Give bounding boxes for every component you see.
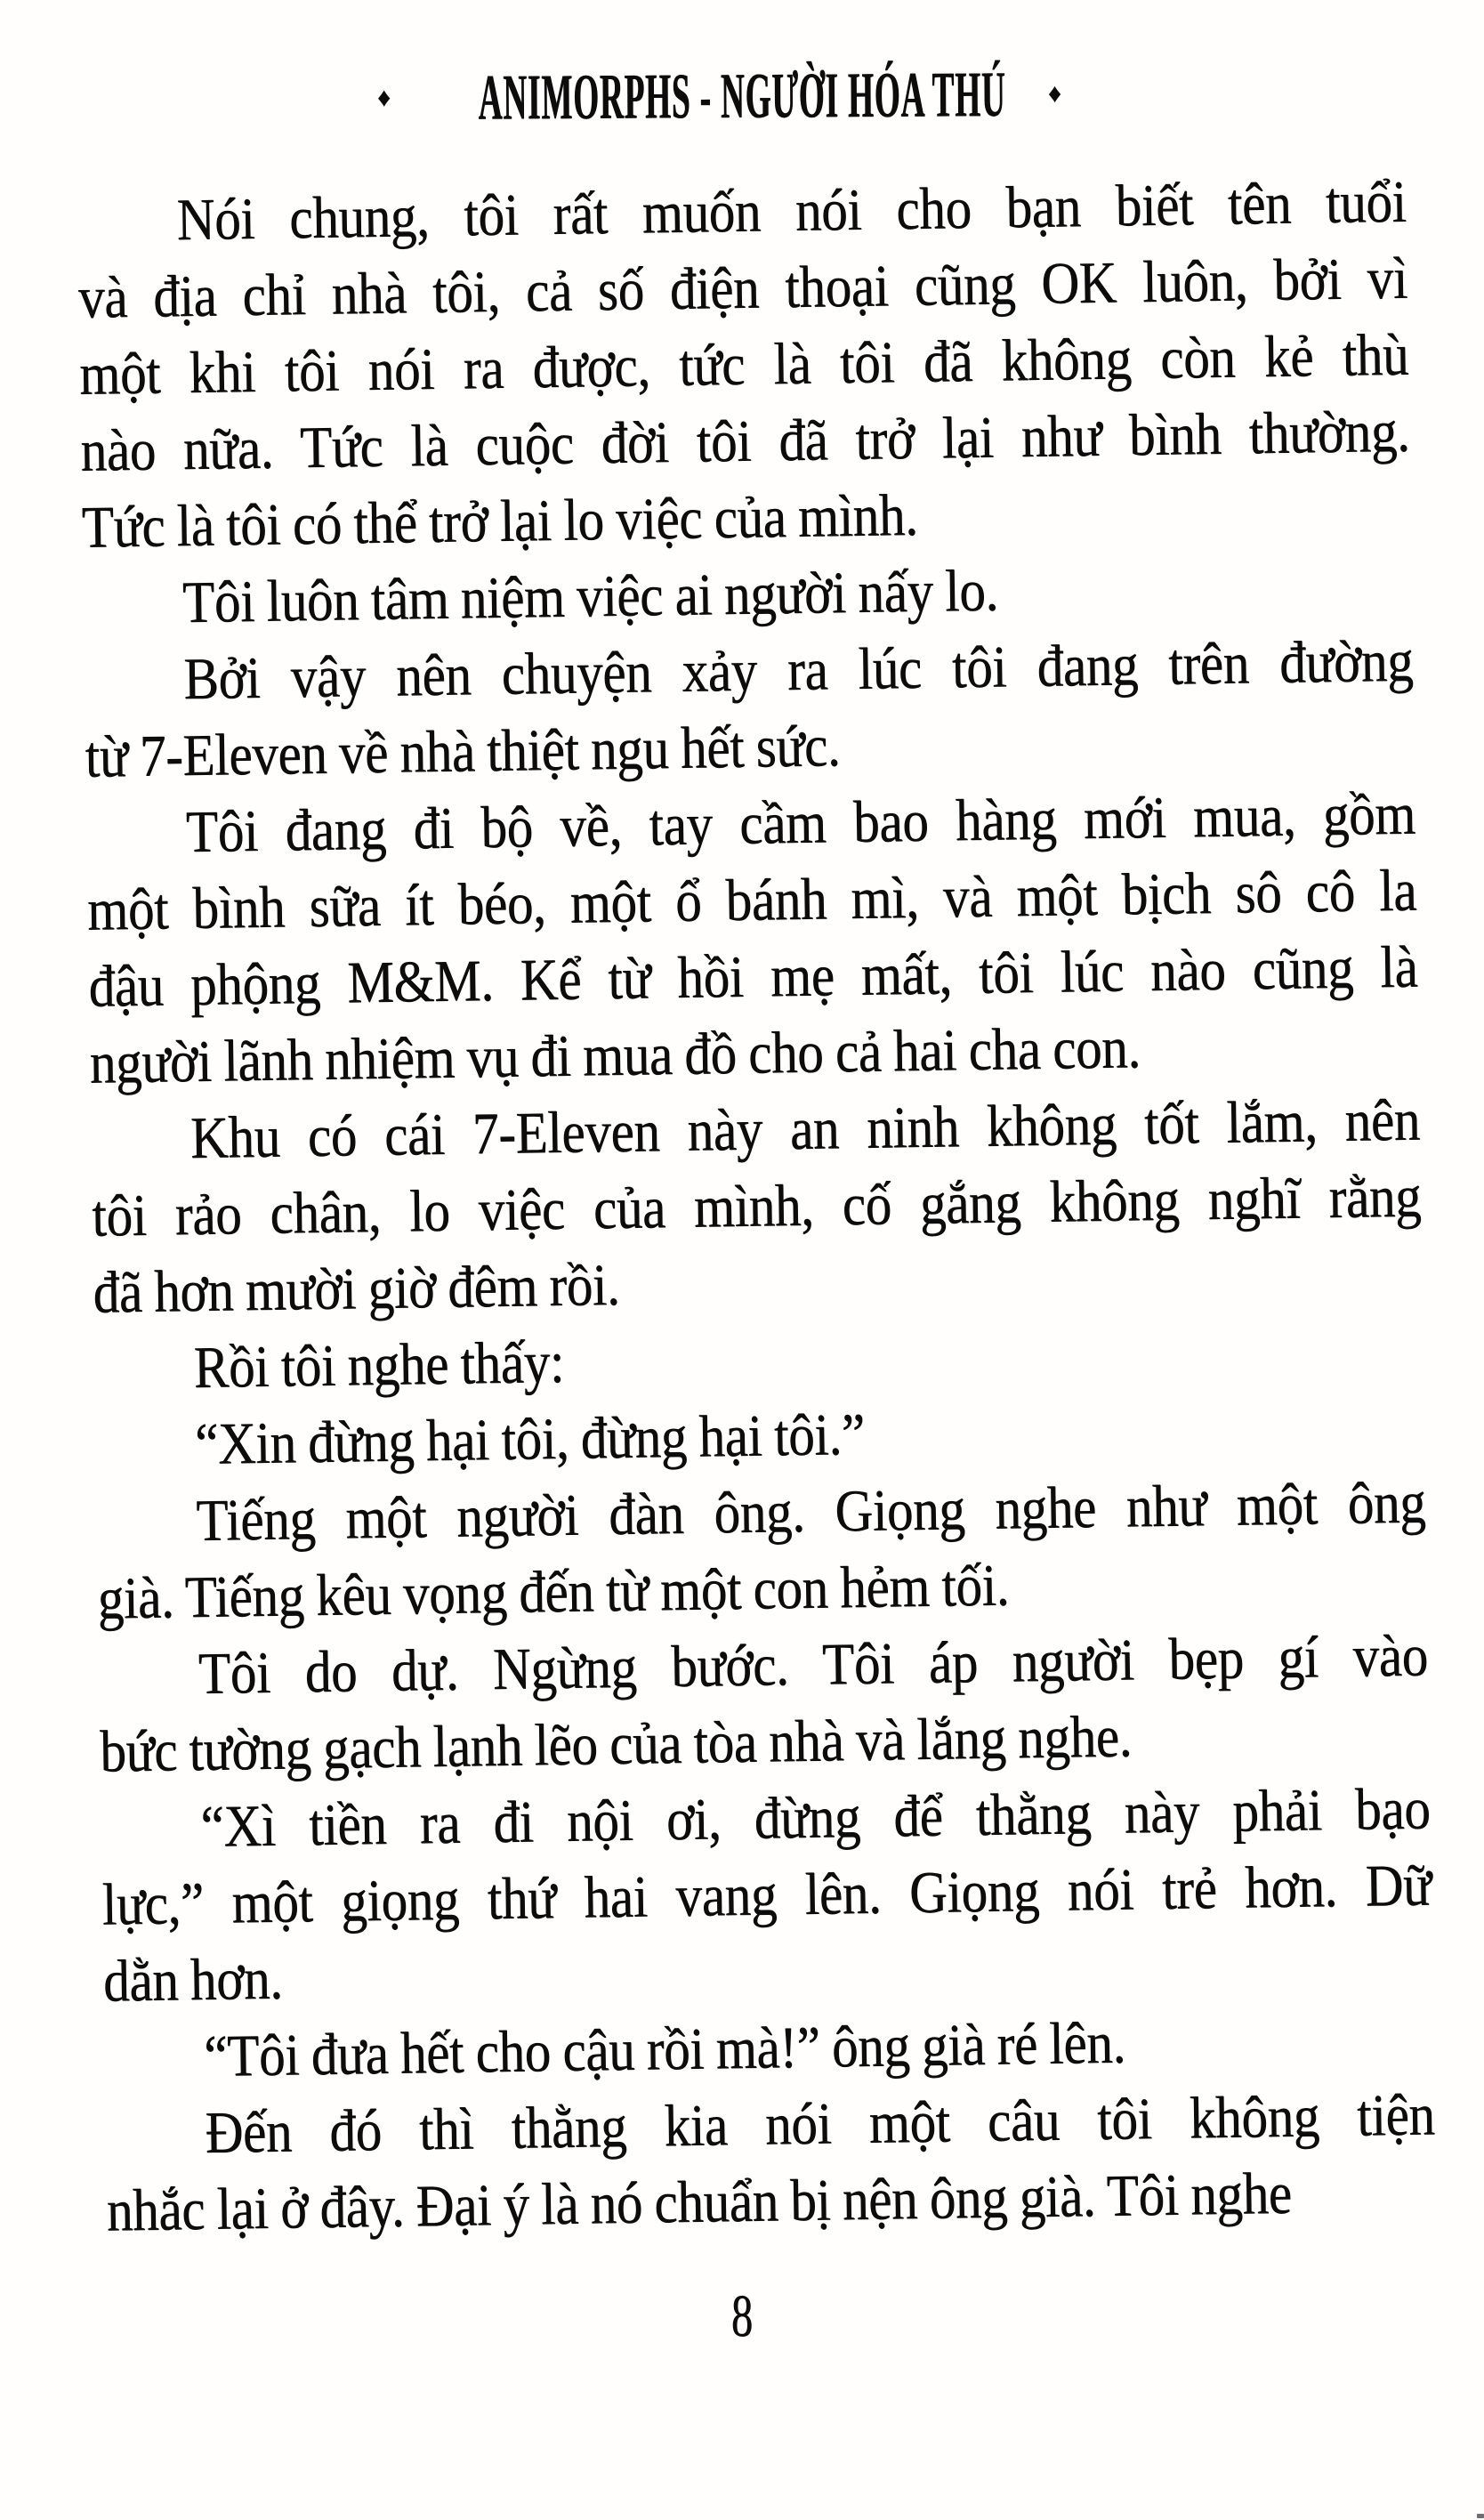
paragraph xyxy=(98,1617,1429,1789)
scan-artifact xyxy=(1477,2514,1484,2518)
text-line: lực,” một giọng thứ hai vang lên. Giọng nói trẻ hơn. Dữ xyxy=(101,1851,1432,1938)
text-line: “Xì tiền ra đi nội ơi, đừng để thằng này phải bạo xyxy=(199,1774,1431,1860)
text-line: “Tôi đưa hết cho cậu rồi mà!” ông già ré lên. xyxy=(203,2008,1126,2089)
running-title: ANIMORPHS - NGƯỜI HÓA THÚ xyxy=(478,58,1006,133)
paragraph xyxy=(101,1770,1433,2019)
text-line: đậu phộng M&M. Kể từ hồi mẹ mất, tôi lúc nào cũng là xyxy=(87,933,1418,1020)
diamond-icon-left: ♦ xyxy=(376,83,391,113)
paragraph xyxy=(90,1081,1423,1330)
text-line: Rồi tôi nghe thấy: xyxy=(193,1328,565,1401)
text-line: đã hơn mười giờ đêm rồi. xyxy=(93,1250,620,1326)
text-line: từ 7-Eleven về nhà thiệt ngu hết sức. xyxy=(85,712,841,790)
text-line: người lãnh nhiệm vụ đi mua đồ cho cả hai cha con. xyxy=(89,1014,1141,1096)
paragraph xyxy=(84,622,1415,795)
text-line: Tức là tôi có thể trở lại lo việc của mình. xyxy=(81,481,918,561)
page-header xyxy=(0,58,1484,133)
text-line: một khi tôi nói ra được, tức là tôi đã không còn kẻ thù xyxy=(78,320,1409,408)
paragraph xyxy=(96,1464,1427,1636)
text-line: già. Tiếng kêu vọng đến từ một con hẻm tối. xyxy=(97,1551,1010,1632)
paragraph xyxy=(77,163,1411,565)
text-line: Nói chung, tôi rất muốn nói cho bạn biết tên tuổi xyxy=(176,167,1407,253)
text-line: Đến đó thì thằng kia nói một câu tôi không tiện xyxy=(205,2080,1436,2166)
text-line: nhắc lại ở đây. Đại ý là nó chuẩn bị nện ông già. Tôi nghe xyxy=(106,2159,1293,2244)
paragraph xyxy=(105,2076,1436,2249)
page-number: 8 xyxy=(730,2282,754,2350)
text-line: tôi rảo chân, lo việc của mình, cố gắng không nghĩ rằng xyxy=(91,1162,1422,1249)
text-line: và địa chỉ nhà tôi, cả số điện thoại cũng OK luôn, bởi vì xyxy=(77,244,1408,331)
text-line: bức tường gạch lạnh lẽo của tòa nhà và lắng nghe. xyxy=(99,1702,1133,1785)
text-line: một bình sữa ít béo, một ổ bánh mì, và một bịch sô cô la xyxy=(86,856,1417,943)
text-line: nào nữa. Tức là cuộc đời tôi đã trở lại như bình thường. xyxy=(79,397,1410,484)
text-line: Tôi do dự. Ngừng bước. Tôi áp người bẹp gí vào xyxy=(198,1621,1429,1707)
text-line: dằn hơn. xyxy=(102,1944,284,2015)
body-text xyxy=(77,163,1436,2249)
diamond-icon-right: ♦ xyxy=(1047,78,1062,109)
paragraph xyxy=(85,775,1419,1101)
text-line: “Xin đừng hại tôi, đừng hại tôi.” xyxy=(194,1400,866,1477)
text-line: Khu có cái 7-Eleven này an ninh không tốt lắm, nên xyxy=(190,1086,1421,1171)
text-line: Bởi vậy nên chuyện xảy ra lúc tôi đang trên đường xyxy=(182,626,1414,712)
text-line: Tôi đang đi bộ về, tay cầm bao hàng mới mua, gồm xyxy=(185,779,1416,865)
text-line: Tôi luôn tâm niệm việc ai người nấy lo. xyxy=(181,556,999,635)
text-line: Tiếng một người đàn ông. Giọng nghe như một ông xyxy=(195,1468,1426,1554)
